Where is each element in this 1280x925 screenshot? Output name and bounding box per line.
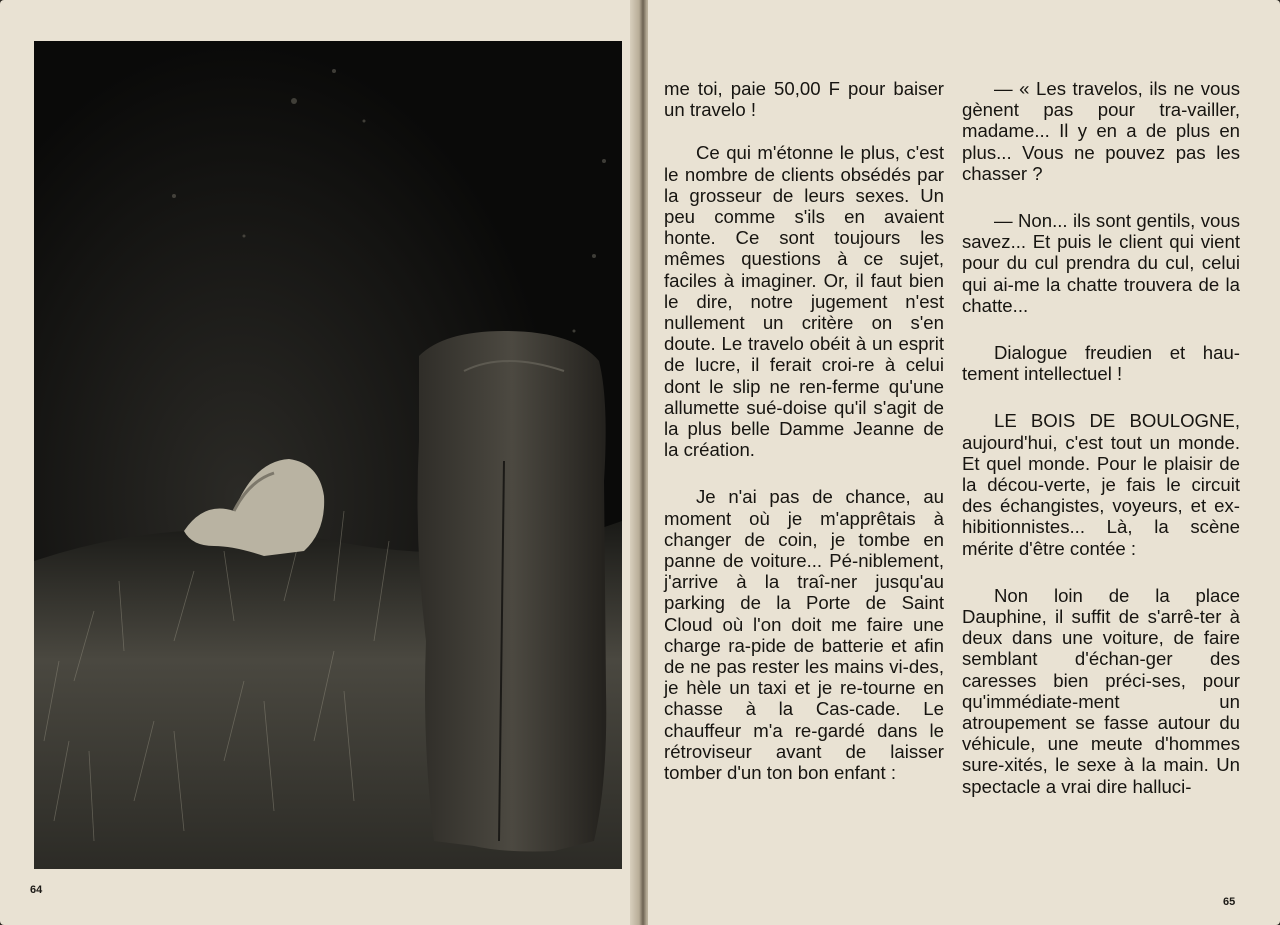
black-and-white-photo — [34, 41, 622, 869]
left-page — [0, 0, 638, 925]
page-number-right: 65 — [1223, 896, 1236, 908]
paragraph: Je n'ai pas de chance, au moment où je m'apprêtais à changer de coin, je tombe en panne de voiture... Pé-niblement, j'arrive à la traî-ner jusqu'au parking de la Porte de Saint Cloud où l'on doit me faire une charge ra-pide de batterie et afin de ne pas rester les mains vi-des, je hèle un taxi et je re-tourne en chasse à la Cas-cade. Le chauffeur m'a re-gardé dans le rétroviseur avant de laisser tomber d'un ton bon enfant : — [664, 486, 944, 784]
photo-night-woods-icon — [34, 41, 622, 869]
paragraph: me toi, paie 50,00 F pour baiser un travelo ! — [664, 78, 944, 121]
paragraph: — Non... ils sont gentils, vous savez... Et puis le client qui vient pour du cul prendra du cul, celui qui ai-me la chatte trouvera de la chatte... — [962, 210, 1240, 316]
page-number-left: 64 — [30, 884, 43, 896]
paragraph: — « Les travelos, ils ne vous gènent pas pour tra-vailler, madame... Il y en a de plus en plus... Vous ne pouvez pas les chasser ? — [962, 78, 1240, 184]
text-column-2 — [962, 78, 1240, 797]
paragraph: Ce qui m'étonne le plus, c'est le nombre de clients obsédés par la grosseur de leurs sexes. Un peu comme s'ils en avaient honte. Ce sont toujours les mêmes questions à ce sujet, faciles à imaginer. Or, il faut bien le dire, notre jugement n'est nullement un critère on s'en doute. Le travelo obéit à un esprit de lucre, il ferait croi-re à celui dont le slip ne ren-ferme qu'une allumette sué-doise qu'il s'agit de la plus belle Damme Jeanne de la création. — [664, 142, 944, 461]
paragraph: LE BOIS DE BOULOGNE, aujourd'hui, c'est tout un monde. Et quel monde. Pour le plaisir de la décou-verte, je fais le circuit des échangistes, voyeurs, et ex-hibitionnistes... Là, la scène mérite d'être contée : — [962, 410, 1240, 559]
text-column-1 — [664, 78, 944, 783]
paragraph: Non loin de la place Dauphine, il suffit de s'arrê-ter à deux dans une voiture, de faire semblant d'échan-ger des caresses bien préci-ses, pour qu'immédiate-ment un atroupement se fasse autour du véhicule, une meute d'hommes sure-xités, le sexe à la main. Un spectacle a vrai dire halluci- — [962, 584, 1240, 797]
paragraph: Dialogue freudien et hau-tement intellectuel ! — [962, 342, 1240, 385]
